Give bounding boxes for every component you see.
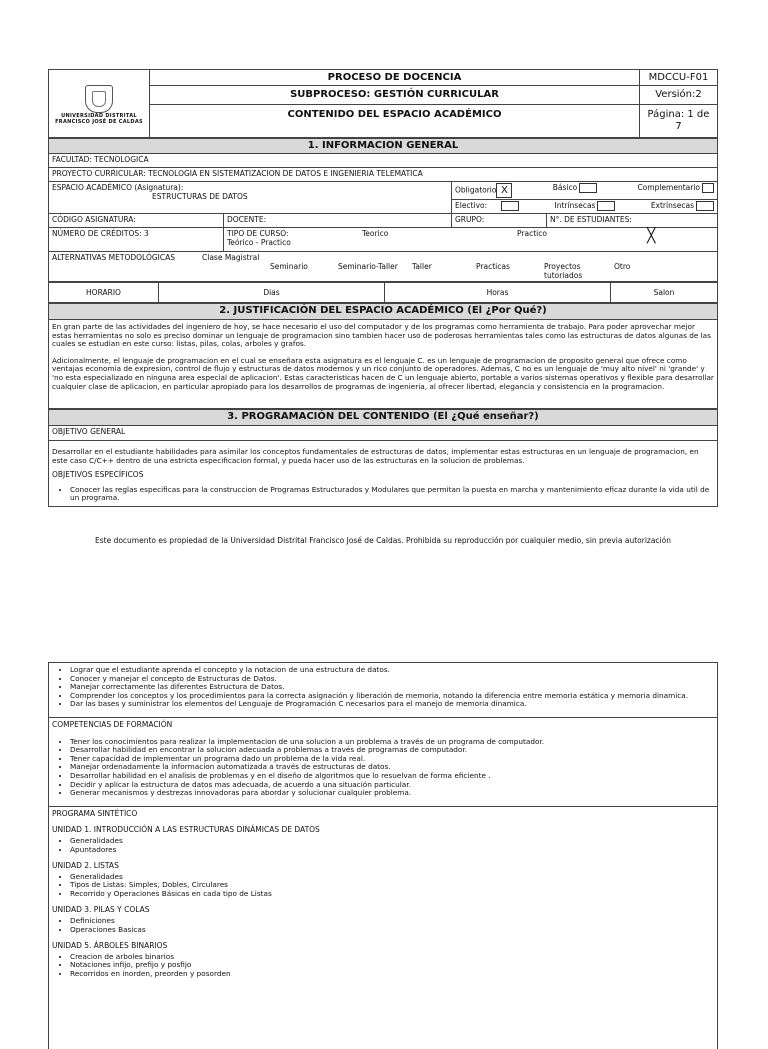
method-4: Practicas (476, 262, 510, 271)
method-3: Taller (412, 262, 432, 271)
university-line2: FRANCISCO JOSÉ DE CALDAS (55, 118, 143, 125)
title-content: CONTENIDO DEL ESPACIO ACADÉMICO (150, 105, 640, 138)
competence-item: • Desarrollar habilidad en el analisis de problemas y en el diseño de algoritmos que lo resuelvan de forma eficiente . (70, 772, 714, 781)
unit-item: • Notaciones infijo, prefijo y posfijo (70, 961, 714, 970)
elective-checkbox[interactable] (501, 201, 519, 211)
justification-p2: Adicionalmente, el lenguaje de programacion en el cual se enseñara esta asignatura es el lenguaje C. es un lenguaje de programacion de proposito general que ofrece como ventajas economia de expresion, control de flujo y estructuras de datos modernos y un rico conjunto de operadores. Ademas, C no es un lenguaje de 'muy alto nivel' ni 'grande' y 'no esta especializado en ninguna area especial de aplicacion'. Estas caracteristicas hacen de C un lenguaje abierto, portable a varios sistemas operativos y flexible para desarrollar cualquier clase de aplicacion, en particular apropiado para los desarrollos de programas de ingenieria, al ofrecer libertad, elegancia y consistencia en la programacion. (52, 355, 714, 391)
competences-cell (49, 717, 718, 806)
synthetic-label: PROGRAMA SINTÉTICO (52, 808, 138, 818)
unit-item: • Apuntadores (70, 846, 714, 855)
mandatory-label: Obligatorio (455, 185, 497, 195)
space-label: ESPACIO ACADÉMICO (Asignatura): (52, 183, 184, 192)
intrinsic-label: Intrínsecas (554, 201, 596, 210)
unit-title: UNIDAD 1. INTRODUCCIÓN A LAS ESTRUCTURAS DINÁMICAS DE DATOS (52, 825, 320, 835)
objective-item: • Dar las bases y suministrar los elementos del Lenguaje de Programación C necesarios para el manejo de memoria dinamica. (70, 700, 714, 709)
credits-value: 3 (144, 229, 149, 238)
section-content-title: 3. PROGRAMACIÓN DEL CONTENIDO (El ¿Qué enseñar?) (49, 410, 718, 426)
specific-objective-first: • Conocer las reglas especificas para la construccion de Programas Estructurados y Modulares que permitan la puesta en marcha y mantenimiento eficaz durante la vida util de un programa. (70, 486, 714, 503)
unit-item: • Operaciones Basicas (70, 926, 714, 935)
unit-title: UNIDAD 5. ÁRBOLES BINARIOS (52, 941, 168, 951)
unit-title: UNIDAD 2. LISTAS (52, 861, 119, 871)
unit-title: UNIDAD 3. PILAS Y COLAS (52, 905, 150, 915)
method-2: Seminario-Taller (338, 262, 398, 271)
teacher-label: DOCENTE: (224, 214, 452, 228)
mandatory-checkbox[interactable]: X (496, 183, 512, 198)
specific-objectives-list (52, 486, 714, 503)
university-line1: UNIVERSIDAD DISTRITAL (61, 112, 137, 119)
basic-label: Básico (552, 183, 578, 192)
unit-item: • Creacion de arboles binarios (70, 953, 714, 962)
schedule-header: HORARIO (49, 283, 159, 303)
competence-item: • Tener capacidad de implementar un programa dado un problema de la vida real. (70, 755, 714, 764)
section-general-title: 1. INFORMACION GENERAL (49, 139, 718, 154)
general-objective-text: Desarrollar en el estudiante habilidades para asimilar los conceptos fundamentales de estructuras de datos, implementar estas estructuras en un lenguaje de programacion, en este caso C/C++ dentro de una estricta especificacion formal, y pueda hacer uso de las estructuras en la solucion de problemas. (52, 447, 699, 465)
complementary-checkbox[interactable] (702, 183, 714, 193)
doc-version: Versión:2 (640, 86, 718, 105)
general-objective-body (49, 441, 718, 507)
page-two (48, 662, 718, 1049)
credits-label: NÚMERO DE CRÉDITOS: (52, 229, 142, 238)
schedule-room: Salon (611, 283, 718, 303)
practical-label: Practico (517, 229, 547, 238)
justification-p1: En gran parte de las actividades del ingeniero de hoy, se hace necesario el uso del computador y de los programas como herramienta de trabajo. Para poder aprovechar mejor estas herramientas no solo es preciso dominar un lenguaje de programacion sino tambien hacer uso de poderosas herramientas tales como las estructuras de datos algunas de las cuales se estudian en este curso: listas, pilas, colas, arboles y grafos. (52, 322, 711, 349)
doc-code: MDCCU-F01 (640, 70, 718, 86)
theoretical-label: Teorico (362, 229, 389, 238)
competences-label: COMPETENCIAS DE FORMACIÓN (52, 719, 173, 729)
justification-table (48, 303, 718, 409)
objective-item: • Manejar correctamente las diferentes Estructura de Datos. (70, 683, 714, 692)
objectives-cont-cell (49, 663, 718, 718)
specific-objectives-label: OBJETIVOS ESPECÍFICOS (52, 470, 144, 480)
competence-item: • Tener los conocimientos para realizar la implementacion de una solucion a un problema a través de un programa de computador. (70, 738, 714, 747)
unit-items (52, 917, 714, 934)
footer-notice: Este documento es propiedad de la Universidad Distrital Francisco José de Caldas. Prohibida su reproducción por cualquier medio, sin previa autorización (95, 536, 671, 545)
group-label: GRUPO: (452, 214, 547, 228)
schedule-table (48, 282, 718, 303)
objective-item: • Comprender los conceptos y los procedimientos para la correcta asignación y liberación de memoria, notando la diferencia entre memoria estática y memoria dinamica. (70, 692, 714, 701)
objectives-cont-list (52, 666, 714, 709)
unit-item: • Recorrido y Operaciones Básicas en cada tipo de Listas (70, 890, 714, 899)
page2-table (48, 662, 718, 1049)
general-info-table (48, 138, 718, 282)
content-table (48, 409, 718, 507)
extrinsic-label: Extrínsecas (650, 201, 694, 210)
unit-item: • Generalidades (70, 873, 714, 882)
objective-item: • Lograr que el estudiante aprenda el concepto y la notacion de una estructura de datos. (70, 666, 714, 675)
code-label: CÓDIGO ASIGNATURA: (49, 214, 224, 228)
unit-items (52, 873, 714, 899)
general-objective-label: OBJETIVO GENERAL (49, 426, 718, 441)
faculty-row: FACULTAD: TECNOLOGICA (49, 154, 718, 168)
type-row-2 (452, 200, 718, 214)
title-subprocess: SUBPROCESO: GESTIÓN CURRICULAR (150, 86, 640, 105)
unit-item: • Generalidades (70, 837, 714, 846)
students-label: N°. DE ESTUDIANTES: (547, 214, 718, 228)
schedule-hours: Horas (385, 283, 611, 303)
schedule-days: Dias (159, 283, 385, 303)
justification-body (49, 320, 718, 409)
section-justification-title: 2. JUSTIFICACIÓN DEL ESPACIO ACADÉMICO (El ¿Por Qué?) (49, 304, 718, 320)
page-one (48, 69, 718, 507)
logo-cell (49, 70, 150, 138)
competence-item: • Decidir y aplicar la estructura de datos mas adecuada, de acuerdo a una situación particular. (70, 781, 714, 790)
synthetic-program-cell (49, 806, 718, 1049)
unit-item: • Tipos de Listas: Simples, Dobles, Circulares (70, 881, 714, 890)
course-type-sub: Teórico - Practico (227, 238, 291, 247)
objective-item: • Conocer y manejar el concepto de Estructuras de Datos. (70, 675, 714, 684)
project-row: PROYECTO CURRICULAR: TECNOLOGIA EN SISTEMATIZACION DE DATOS E INGENIERIA TELEMATICA (49, 168, 718, 182)
competences-list (52, 738, 714, 798)
competence-item: • Desarrollar habilidad en encontrar la solucion adecuada a problemas a través de programas de computador. (70, 746, 714, 755)
space-cell (49, 182, 452, 214)
students-mark: ╳ (647, 228, 656, 244)
course-type-label: TIPO DE CURSO: (227, 229, 289, 238)
unit-items (52, 837, 714, 854)
course-type-cell (224, 228, 718, 252)
methods-cell (49, 252, 718, 282)
title-process: PROCESO DE DOCENCIA (150, 70, 640, 86)
unit-item: • Recorridos en inorden, preorden y posorden (70, 970, 714, 979)
unit-items (52, 953, 714, 979)
type-row-1 (452, 182, 718, 200)
intrinsic-checkbox[interactable] (597, 201, 615, 211)
doc-page: Página: 1 de 7 (640, 105, 718, 138)
method-0: Clase Magistral (202, 253, 260, 262)
complementary-label: Complementario (637, 183, 700, 192)
method-1: Seminario (270, 262, 308, 271)
header-table (48, 69, 718, 138)
method-6: Otro (614, 262, 631, 271)
space-value: ESTRUCTURAS DE DATOS (152, 192, 248, 201)
extrinsic-checkbox[interactable] (696, 201, 714, 211)
basic-checkbox[interactable] (579, 183, 597, 193)
university-seal-icon (85, 85, 113, 113)
elective-label: Electivo: (455, 201, 488, 210)
credits-cell (49, 228, 224, 252)
unit-item: • Definiciones (70, 917, 714, 926)
methods-label: ALTERNATIVAS METODOLÓGICAS (52, 253, 176, 262)
competence-item: • Manejar ordenadamente la informacion automatizada a través de estructuras de datos. (70, 763, 714, 772)
competence-item: • Generar mecanismos y destrezas innovadoras para abordar y solucionar cualquier problema. (70, 789, 714, 798)
method-5: Proyectos tutoriados (544, 262, 583, 280)
